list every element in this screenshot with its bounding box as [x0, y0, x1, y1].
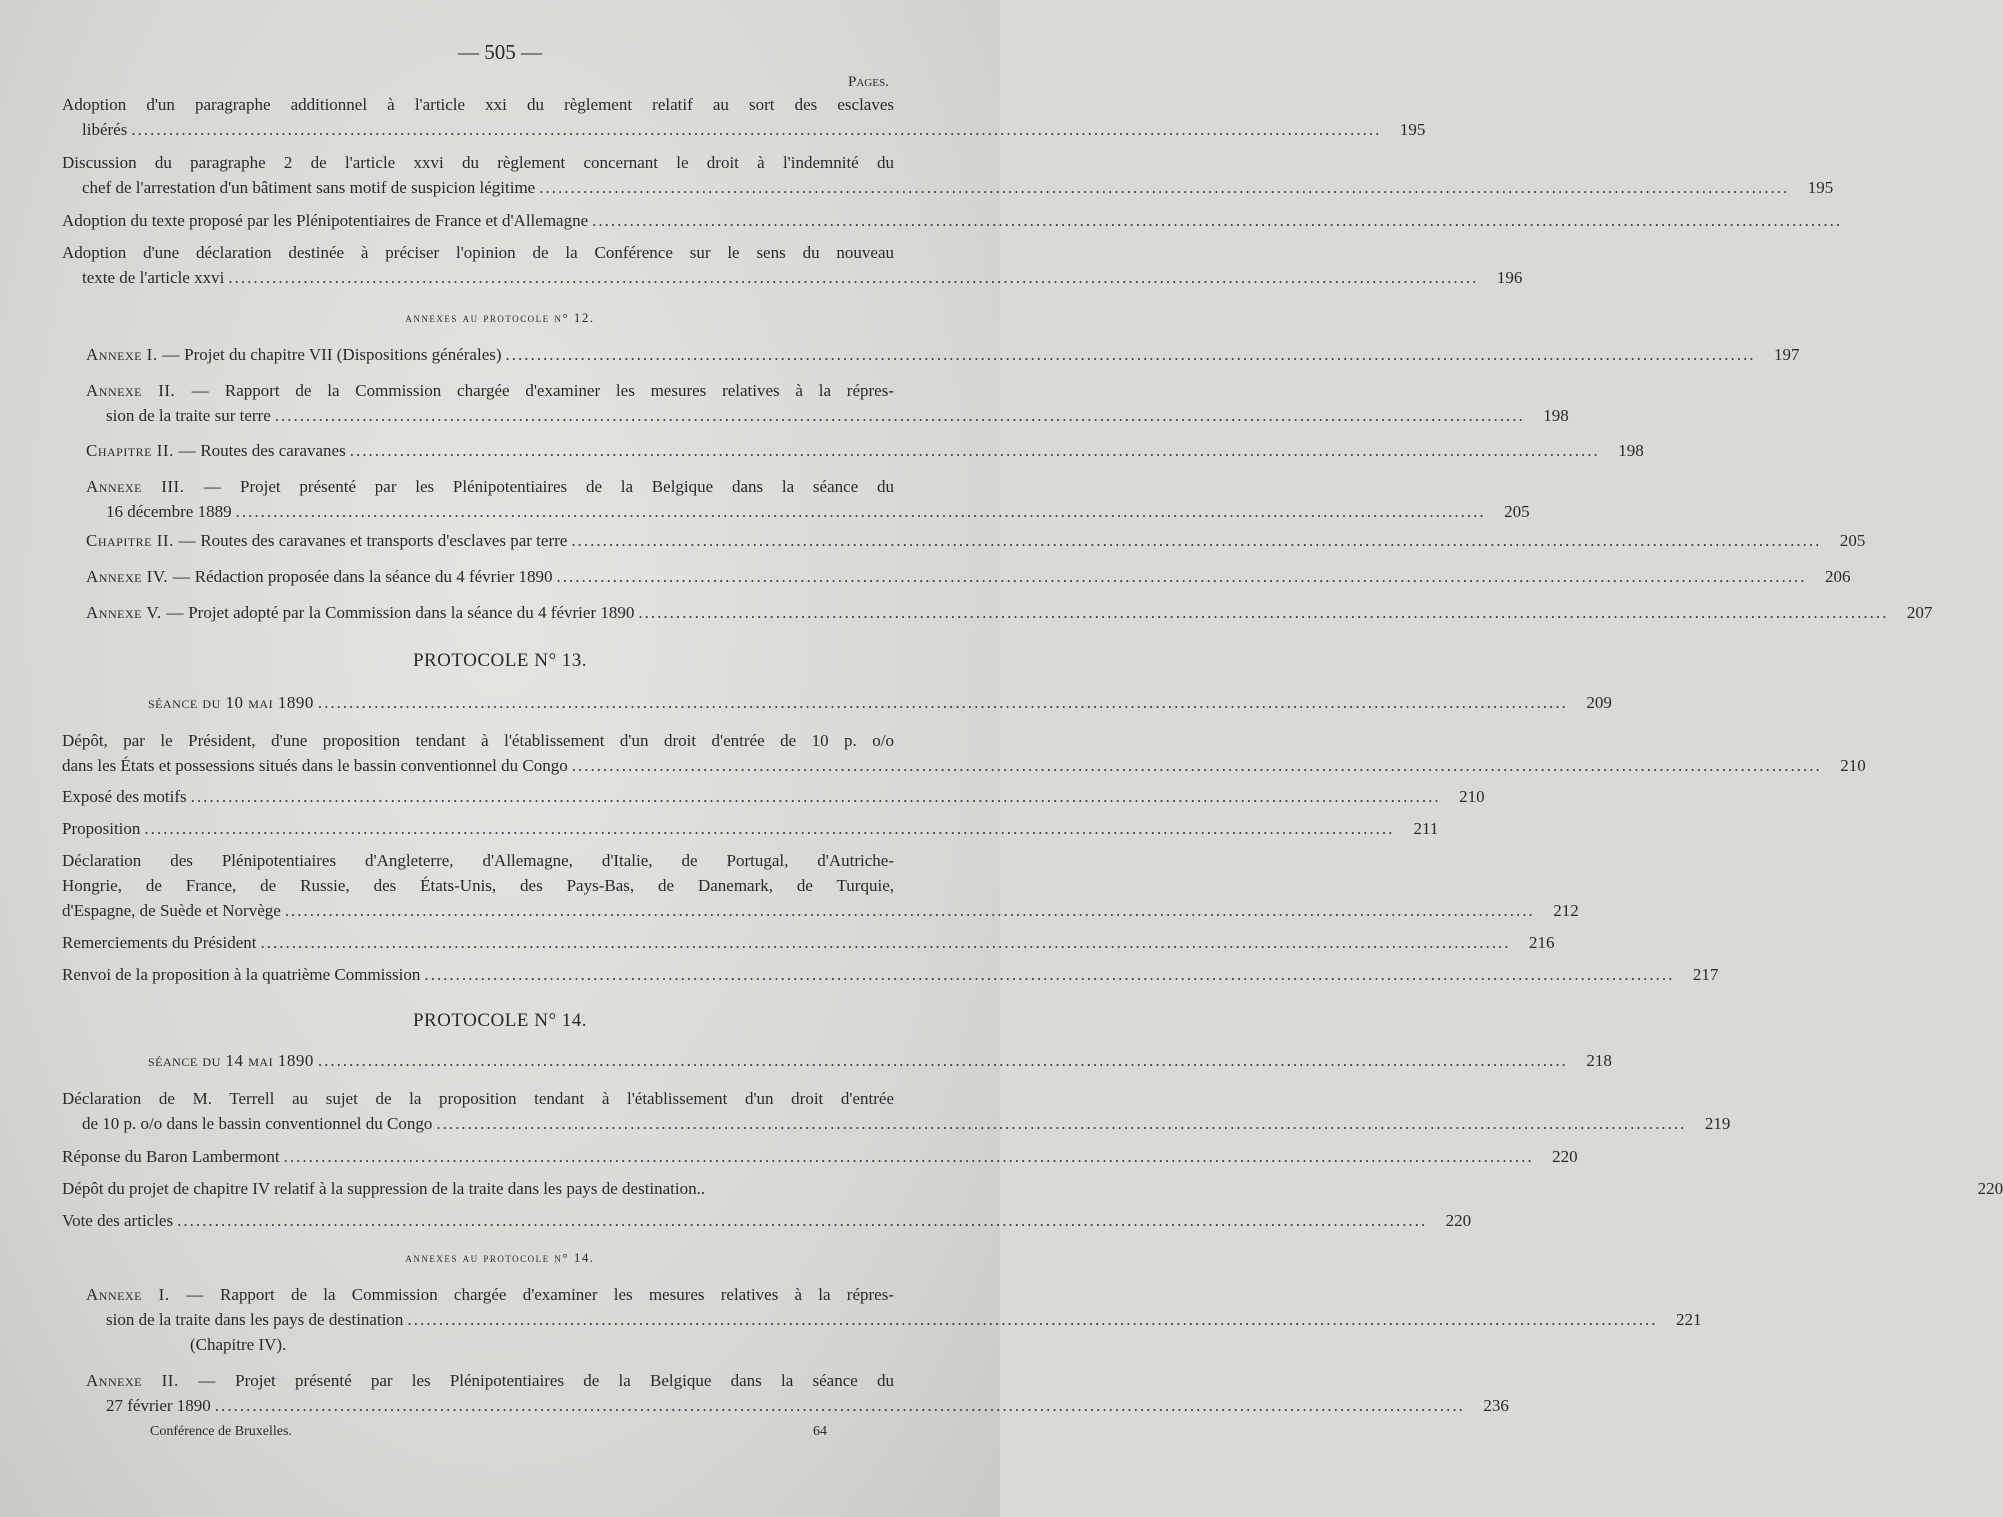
entry-line: chef de l'arrestation d'un bâtiment sans motif de suspicion légitime	[82, 178, 536, 197]
toc-entry	[62, 930, 1555, 955]
annex-label: Annexe II. —	[86, 1371, 216, 1390]
dot-leader: ........................................................................................................................................................................................................	[260, 933, 1511, 952]
entry-line: de 10 p. o/o dans le bassin conventionnel du Congo	[82, 1114, 433, 1133]
entry-line: sion de la traite dans les pays de destination	[106, 1310, 404, 1329]
entry-line: Projet du chapitre VII (Dispositions générales)	[184, 345, 502, 364]
toc-entry	[62, 1208, 1472, 1233]
annex-entry	[86, 564, 1851, 589]
entry-line: Discussion du paragraphe 2 de l'article xxvi du règlement concernant le droit à l'indemnité du	[62, 153, 894, 172]
dot-leader: ........................................................................................................................................................................................................	[214, 1396, 1465, 1415]
dot-leader: ........................................................................................................................................................................................................	[190, 787, 1441, 806]
toc-entry	[62, 816, 1439, 841]
entry-line: Adoption d'une déclaration destinée à préciser l'opinion de la Conférence sur le sens du nouveau	[62, 243, 894, 262]
section-heading: annexes au protocole n° 14.	[405, 1250, 595, 1265]
signature-mark: 64	[813, 1424, 827, 1439]
section-heading: annexes au protocole n° 12.	[405, 310, 595, 325]
entry-line: sion de la traite sur terre	[106, 406, 271, 425]
annex-label: Annexe I. —	[86, 1285, 204, 1304]
page-ref: 198	[1543, 406, 1569, 425]
page-ref: 209	[1586, 693, 1612, 712]
dot-leader: ........................................................................................................................................................................................................	[284, 901, 1535, 920]
entry-line: Projet présenté par les Plénipotentiaires de la Belgique dans la séance du	[240, 477, 894, 496]
dot-leader: ........................................................................................................................................................................................................	[539, 178, 1790, 197]
entry-line: Rapport de la Commission chargée d'examiner les mesures relatives à la répres-	[220, 1285, 894, 1304]
page-ref: 221	[1675, 1310, 1702, 1329]
chapter-label: Chapitre II. —	[86, 531, 197, 550]
toc-entry	[62, 208, 1843, 233]
annex-entry	[86, 474, 1530, 524]
entry-line: (Chapitre IV).	[190, 1335, 287, 1354]
page-ref: 220	[1552, 1147, 1578, 1166]
entry-line: d'Espagne, de Suède et Norvège	[62, 901, 281, 920]
toc-entry	[62, 848, 1579, 923]
annex-label: Annexe II. —	[86, 381, 210, 400]
dot-leader: ........................................................................................................................................................................................................	[424, 965, 1675, 984]
entry-line: libérés	[82, 120, 128, 139]
dot-leader: ........................................................................................................................................................................................................	[177, 1211, 1428, 1230]
chapter-label: Chapitre II. —	[86, 441, 197, 460]
entry-line: 16 décembre 1889	[106, 502, 232, 521]
page-ref: 195	[1807, 178, 1834, 197]
page-ref: 206	[1825, 567, 1851, 586]
page-number: — 505 —	[458, 40, 542, 64]
annex-entry	[86, 1368, 1509, 1418]
toc-entry	[62, 784, 1485, 809]
entry-line: texte de l'article xxvi	[82, 268, 225, 287]
annex-label: Annexe IV. —	[86, 567, 191, 586]
page-ref: 210	[1840, 756, 1866, 775]
dot-leader: ........................................................................................................................................................................................................	[317, 693, 1568, 712]
annex-entry	[86, 600, 1933, 625]
entry-line: Rédaction proposée dans la séance du 4 février 1890	[194, 567, 553, 586]
entry-line: Renvoi de la proposition à la quatrième Commission	[62, 965, 421, 984]
entry-line: Projet adopté par la Commission dans la séance du 4 février 1890	[188, 603, 635, 622]
toc-entry	[62, 1144, 1578, 1169]
entry-line: Proposition	[62, 819, 141, 838]
dot-leader: ........................................................................................................................................................................................................	[349, 441, 1600, 460]
entry-line: Adoption d'un paragraphe additionnel à l'article xxi du règlement relatif au sort des esclaves	[62, 95, 894, 114]
annex-label: Annexe I. —	[86, 345, 180, 364]
entry-line: Exposé des motifs	[62, 787, 187, 806]
dot-leader: ........................................................................................................................................................................................................	[144, 819, 1395, 838]
toc-entry	[62, 150, 1834, 200]
entry-line: Projet présenté par les Plénipotentiaires de la Belgique dans la séance du	[235, 1371, 894, 1390]
annex-entry	[86, 528, 1866, 553]
toc-entry	[62, 1086, 1731, 1136]
page-ref: 196	[1496, 268, 1523, 287]
page-ref: 210	[1459, 787, 1485, 806]
session-entry	[148, 690, 1612, 715]
annex-entry	[86, 378, 1569, 428]
page-ref: 218	[1586, 1051, 1612, 1070]
page-ref: 217	[1692, 965, 1719, 984]
dot-leader: ........................................................................................................................................................................................................	[436, 1114, 1687, 1133]
toc-entry	[62, 728, 1866, 778]
dot-leader: ........................................................................................................................................................................................................	[274, 406, 1525, 425]
page-ref: 220	[1445, 1211, 1472, 1230]
page-ref: 211	[1413, 819, 1439, 838]
dot-leader: ........................................................................................................................................................................................................	[235, 502, 1486, 521]
entry-line: Hongrie, de France, de Russie, des États-Unis, des Pays-Bas, de Danemark, de Turquie,	[62, 876, 894, 895]
page-ref: 219	[1704, 1114, 1731, 1133]
session-date: séance du 14 mai 1890	[148, 1051, 314, 1070]
entry-line: Dépôt du projet de chapitre IV relatif à la suppression de la traite dans les pays de destination..	[62, 1179, 706, 1198]
annex-entry	[86, 342, 1800, 367]
dot-leader: ........................................................................................................................................................................................................	[228, 268, 1479, 287]
dot-leader: ........................................................................................................................................................................................................	[505, 345, 1756, 364]
toc-entry	[62, 1176, 2003, 1201]
page-ref: 212	[1553, 901, 1579, 920]
entry-line: Routes des caravanes et transports d'esclaves par terre	[200, 531, 568, 550]
dot-leader: ........................................................................................................................................................................................................	[283, 1147, 1534, 1166]
entry-line: Déclaration de M. Terrell au sujet de la proposition tendant à l'établissement d'un droit d'entrée	[62, 1089, 894, 1108]
dot-leader: ........................................................................................................................................................................................................	[592, 211, 1843, 230]
dot-leader: ........................................................................................................................................................................................................	[638, 603, 1889, 622]
page-ref: 205	[1839, 531, 1866, 550]
protocol-heading: PROTOCOLE N° 13.	[412, 650, 588, 671]
page-ref: 205	[1504, 502, 1530, 521]
annex-label: Annexe V. —	[86, 603, 184, 622]
page-ref: 207	[1906, 603, 1933, 622]
entry-line: Réponse du Baron Lambermont	[62, 1147, 280, 1166]
dot-leader: ........................................................................................................................................................................................................	[317, 1051, 1568, 1070]
page-ref: 216	[1529, 933, 1555, 952]
dot-leader: ........................................................................................................................................................................................................	[131, 120, 1382, 139]
footer-title: Conférence de Bruxelles.	[150, 1424, 292, 1439]
entry-line: dans les États et possessions situés dans le bassin conventionnel du Congo	[62, 756, 568, 775]
annex-entry	[86, 438, 1644, 463]
page-ref: 195	[1399, 120, 1426, 139]
entry-line: Vote des articles	[62, 1211, 174, 1230]
toc-entry	[62, 962, 1719, 987]
toc-entry	[62, 240, 1523, 290]
entry-line: Déclaration des Plénipotentiaires d'Angleterre, d'Allemagne, d'Italie, de Portugal, d'Autriche-	[62, 851, 894, 870]
session-entry	[148, 1048, 1612, 1073]
entry-line: Dépôt, par le Président, d'une proposition tendant à l'établissement d'un droit d'entrée de 10 p. o/o	[62, 731, 894, 750]
page-ref: 220	[1977, 1179, 2003, 1198]
protocol-heading: PROTOCOLE N° 14.	[412, 1010, 588, 1031]
page-ref: 197	[1774, 345, 1800, 364]
session-date: séance du 10 mai 1890	[148, 693, 314, 712]
dot-leader: ........................................................................................................................................................................................................	[407, 1310, 1658, 1329]
entry-line: Remerciements du Président	[62, 933, 257, 952]
entry-line: Rapport de la Commission chargée d'examiner les mesures relatives à la répres-	[224, 381, 894, 400]
annex-entry	[86, 1282, 1702, 1357]
entry-line: Adoption du texte proposé par les Plénipotentiaires de France et d'Allemagne	[62, 211, 589, 230]
dot-leader: ........................................................................................................................................................................................................	[556, 567, 1807, 586]
dot-leader: ........................................................................................................................................................................................................	[571, 756, 1822, 775]
dot-leader: ........................................................................................................................................................................................................	[571, 531, 1822, 550]
pages-column-label: Pages.	[848, 74, 889, 90]
toc-entry	[62, 92, 1426, 142]
entry-line: Routes des caravanes	[200, 441, 346, 460]
annex-label: Annexe III. —	[86, 477, 222, 496]
page-ref: 198	[1618, 441, 1644, 460]
page-ref: 236	[1483, 1396, 1509, 1415]
entry-line: 27 février 1890	[106, 1396, 211, 1415]
